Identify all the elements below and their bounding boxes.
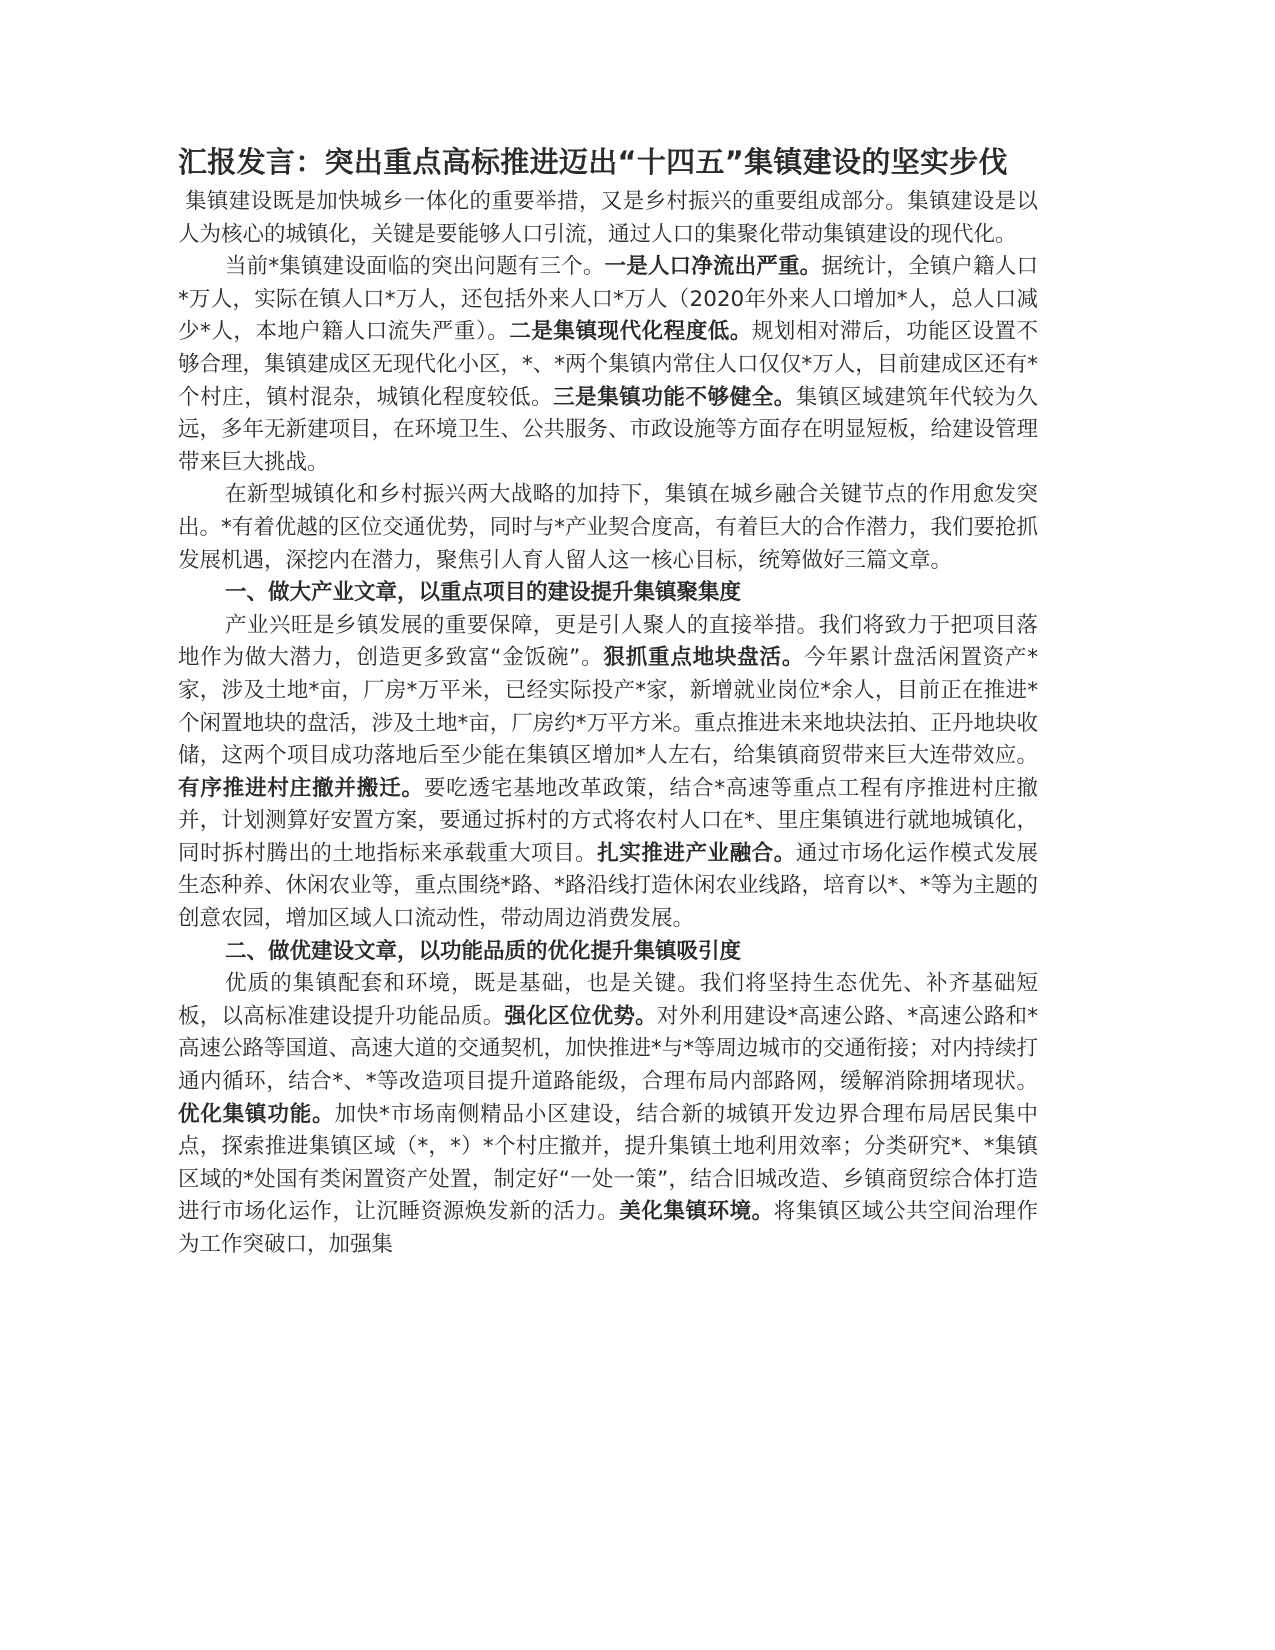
section-2-item-2-heading: 优化集镇功能。: [178, 1101, 335, 1127]
section-2-item-3-heading: 美化集镇环境。: [619, 1199, 774, 1225]
problem-1-heading: 一是人口净流出严重。: [604, 254, 822, 280]
document-page: [178, 142, 1038, 1262]
problem-3-body: 集镇区域建筑年代较为久远，多年无新建项目，在环境卫生、公共服务、市政设施等方面存在明显短板，给建设管理带来巨大挑战。: [178, 384, 1039, 475]
section-2-heading: 二、做优建设文章，以功能品质的优化提升集镇吸引度: [225, 938, 742, 964]
context-paragraph: 在新型城镇化和乡村振兴两大战略的加持下，集镇在城乡融合关键节点的作用愈发突出。*有着优越的区位交通优势，同时与*产业契合度高，有着巨大的合作潜力，我们要抢抓发展机遇，深挖内在潜力，聚焦引人育人留人这一核心目标，统筹做好三篇文章。: [178, 482, 1039, 573]
section-1-paragraph: [178, 610, 1038, 936]
section-2-item-1-heading: 强化区位优势。: [504, 1003, 657, 1029]
section-1-item-2-heading: 有序推进村庄撤并搬迁。: [178, 775, 424, 801]
section-1-lead: 产业兴旺是乡镇发展的重要保障，更是引人聚人的直接举措。我们将致力于把项目落地作为做大潜力，创造更多致富“金饭碗”。: [178, 612, 1038, 671]
section-1-item-2-body: 要吃透宅基地改革政策，结合*高速等重点工程有序推进村庄撤并，计划测算好安置方案，要通过拆村的方式将农村人口在*、里庄集镇进行就地城镇化，同时拆村腾出的土地指标来承载重大项目。: [178, 775, 1038, 866]
section-2-lead: 优质的集镇配套和环境，既是基础，也是关键。我们将坚持生态优先、补齐基础短板，以高标准建设提升功能品质。: [178, 971, 1038, 1029]
problem-2-body: 规划相对滞后，功能区设置不够合理，集镇建成区无现代化小区，*、*两个集镇内常住人口仅仅*万人，目前建成区还有*个村庄，镇村混杂，城镇化程度较低。: [178, 319, 1039, 410]
problem-1-body: 据统计，全镇户籍人口*万人，实际在镇人口*万人，还包括外来人口*万人（2020年外来人口增加*人，总人口减少*人，本地户籍人口流失严重）。: [178, 254, 1038, 345]
document-title: 汇报发言：突出重点高标推进迈出“十四五”集镇建设的坚实步伐: [178, 145, 1008, 179]
section-1-heading: 一、做大产业文章，以重点项目的建设提升集镇聚集度: [225, 580, 742, 606]
problems-paragraph: [178, 251, 1038, 479]
problems-lead: 当前*集镇建设面临的突出问题有三个。: [225, 254, 605, 280]
section-2-paragraph: [178, 968, 1038, 1261]
section-1-item-3-heading: 扎实推进产业融合。: [597, 840, 796, 866]
section-2-item-3-body: 将集镇区域公共空间治理作为工作突破口，加强集: [178, 1199, 1038, 1257]
section-1-item-1-body: 今年累计盘活闲置资产*家，涉及土地*亩，厂房*万平米，已经实际投产*家，新增就业岗位*余人，目前正在推进*个闲置地块的盘活，涉及土地*亩，厂房约*万平方米。重点推进未来地块法拍、正丹地块收储，这两个项目成功落地后至少能在集镇区增加*人左右，给集镇商贸带来巨大连带效应。: [178, 645, 1039, 769]
section-2-item-2-body: 加快*市场南侧精品小区建设，结合新的城镇开发边界合理布局居民集中点，探索推进集镇区域（*，*）*个村庄撤并，提升集镇土地利用效率；分类研究*、*集镇区域的*处国有类闲置资产处置，制定好“一处一策”，结合旧城改造、乡镇商贸综合体打造进行市场化运作，让沉睡资源焕发新的活力。: [178, 1101, 1038, 1225]
section-1-item-1-heading: 狠抓重点地块盘活。: [603, 645, 805, 671]
problem-2-heading: 二是集镇现代化程度低。: [509, 319, 752, 345]
problem-3-heading: 三是集镇功能不够健全。: [553, 384, 796, 410]
section-1-item-3-body: 通过市场化运作模式发展生态种养、休闲农业等，重点围绕*路、*路沿线打造休闲农业线路，培育以*、*等为主题的创意农园，增加区域人口流动性，带动周边消费发展。: [178, 840, 1039, 932]
section-2-item-1-body: 对外利用建设*高速公路、*高速公路和*高速公路等国道、高速大道的交通契机，加快推进*与*等周边城市的交通衔接；对内持续打通内循环，结合*、*等改造项目提升道路能级，合理布局内部路网，缓解消除拥堵现状。: [178, 1003, 1039, 1095]
intro-paragraph: 集镇建设既是加快城乡一体化的重要举措，又是乡村振兴的重要组成部分。集镇建设是以人为核心的城镇化，关键是要能够人口引流，通过人口的集聚化带动集镇建设的现代化。: [178, 189, 1038, 247]
